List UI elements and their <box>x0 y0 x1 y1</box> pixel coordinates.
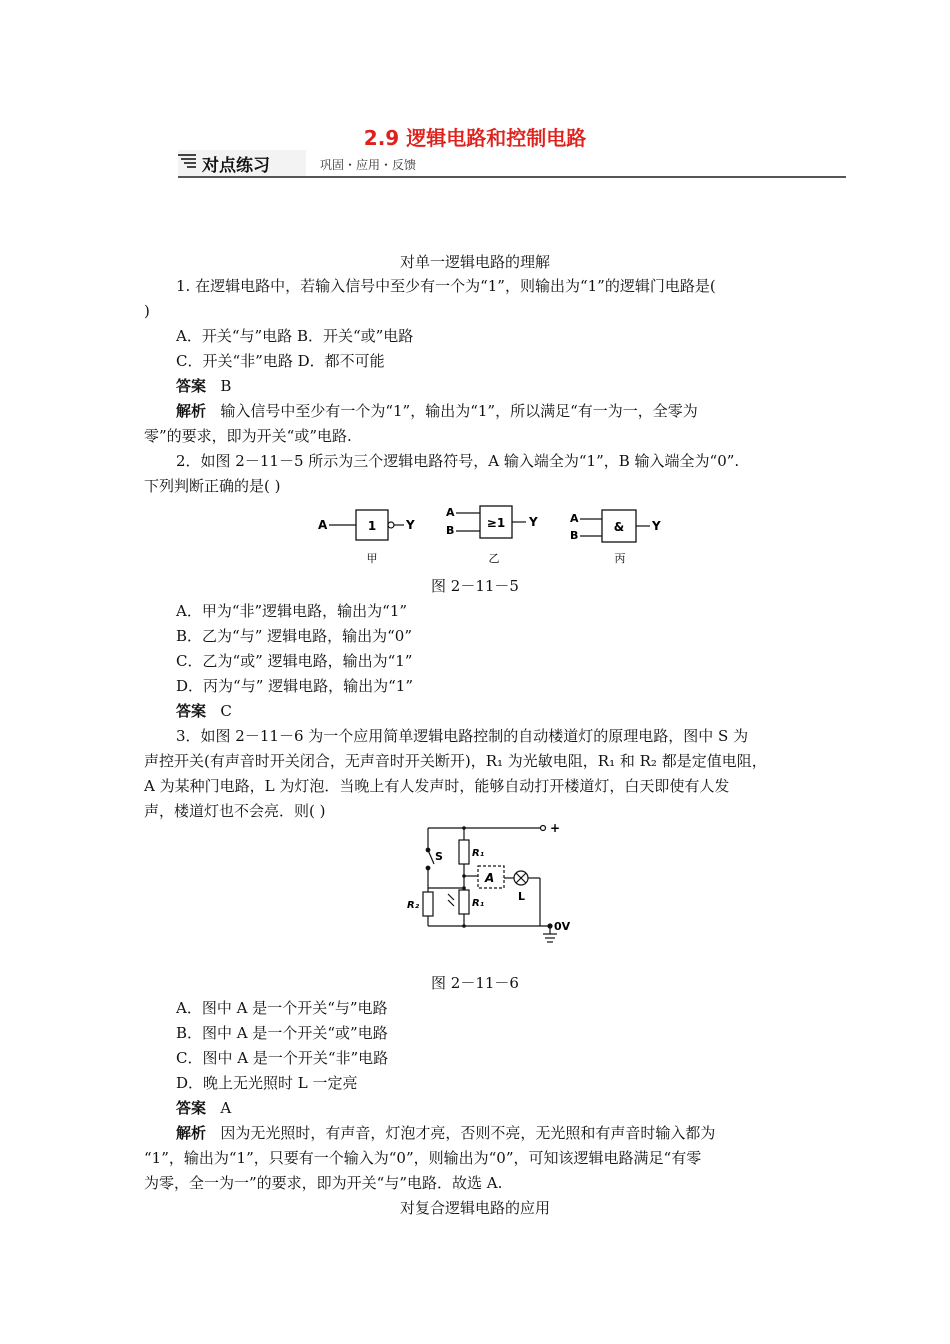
banner-stripes-icon <box>178 154 198 170</box>
q2-option-d: D．丙为“与” 逻辑电路，输出为“1” <box>176 677 414 695</box>
q3-option-c: C．图中 A 是一个开关“非”电路 <box>176 1049 389 1067</box>
gate-jia-inverter-bubble <box>388 522 394 528</box>
gate-bing-input-a: A <box>570 512 579 525</box>
q1-analysis-line2: 零”的要求，即为开关“或”电路. <box>144 427 352 445</box>
q2-stem-line1: 2．如图 2－11－5 所示为三个逻辑电路符号，A 输入端全为“1”，B 输入端全为“0”. <box>176 452 740 470</box>
circuit-gate-label: A <box>485 871 495 885</box>
gate-bing-input-b: B <box>570 529 579 542</box>
answer-label: 答案 <box>176 702 207 720</box>
figure-caption-2-11-6: 图 2－11－6 <box>431 974 519 992</box>
resistor-r1-top <box>459 840 469 864</box>
gate-jia <box>318 510 415 565</box>
q2-stem-line2: 下列判断正确的是( ) <box>144 477 281 495</box>
gate-bing-symbol: & <box>613 520 625 534</box>
q1-answer <box>176 376 231 396</box>
q3-stem-line1: 3．如图 2－11－6 为一个应用简单逻辑电路控制的自动楼道灯的原理电路，图中 S 为 <box>176 727 749 745</box>
q3-stem-line4: 声，楼道灯也不会亮．则( ) <box>144 802 326 820</box>
q2-answer <box>176 701 232 721</box>
analysis-text: 因为无光照时，有声音，灯泡才亮，否则不亮，无光照和有声音时输入都为 <box>220 1124 716 1142</box>
q3-stem-line2: 声控开关(有声音时开关闭合，无声音时开关断开)，R₁ 为光敏电阻，R₁ 和 R₂ 都是定值电阻， <box>144 752 767 770</box>
answer-value: C <box>220 702 232 720</box>
gate-yi-caption: 乙 <box>488 552 500 565</box>
q3-analysis-line1 <box>176 1123 715 1143</box>
q3-option-b: B．图中 A 是一个开关“或”电路 <box>176 1024 388 1042</box>
answer-value: B <box>220 377 232 395</box>
q2-option-c: C．乙为“或” 逻辑电路，输出为“1” <box>176 652 413 670</box>
analysis-label: 解析 <box>176 1124 207 1142</box>
gate-jia-symbol: 1 <box>367 519 377 533</box>
q3-option-a: A．图中 A 是一个开关“与”电路 <box>176 999 388 1017</box>
analysis-label: 解析 <box>176 402 207 420</box>
q3-stem-line3: A 为某种门电路，L 为灯泡．当晚上有人发声时，能够自动打开楼道灯，白天即使有人发 <box>144 777 730 795</box>
gate-jia-input: A <box>318 518 328 532</box>
q1-stem-line1: 1. 在逻辑电路中，若输入信号中至少有一个为“1”，则输出为“1”的逻辑门电路是( <box>176 277 716 295</box>
banner-subtitle: 巩固・应用・反馈 <box>320 158 417 172</box>
answer-value: A <box>220 1099 232 1117</box>
circuit-switch-label: S <box>435 850 443 863</box>
gate-bing <box>570 510 661 565</box>
q3-option-d: D．晚上无光照时 L 一定亮 <box>176 1074 358 1092</box>
gate-yi-output: Y <box>529 515 538 529</box>
gate-yi <box>446 506 538 565</box>
gate-yi-input-a: A <box>446 506 455 519</box>
gate-bing-output: Y <box>652 519 661 533</box>
circuit-diagram-figure <box>404 820 584 948</box>
q1-analysis-line1 <box>176 401 698 421</box>
circuit-ground-label: 0V <box>554 920 571 933</box>
circuit-r-photo-label: R₁ <box>472 898 485 909</box>
q1-options-line2: C．开关“非”电路 D．都不可能 <box>176 352 385 370</box>
gate-bing-caption: 丙 <box>614 552 626 565</box>
banner-divider <box>178 176 846 178</box>
resistor-r2 <box>423 892 433 916</box>
q3-answer <box>176 1098 231 1118</box>
circuit-r-top-label: R₁ <box>472 848 485 859</box>
photo-resistor <box>459 890 469 914</box>
page-title: 2.9 逻辑电路和控制电路 <box>363 126 587 150</box>
gate-jia-output: Y <box>406 518 415 532</box>
q3-analysis-line2: “1”，输出为“1”，只要有一个输入为“0”，则输出为“0”，可知该逻辑电路满足“有零 <box>144 1149 702 1167</box>
circuit-plus-label: + <box>550 821 561 835</box>
q1-options-line1: A．开关“与”电路 B．开关“或”电路 <box>176 327 414 345</box>
practice-banner <box>178 150 846 178</box>
gate-yi-input-b: B <box>446 524 455 537</box>
section-heading-1: 对单一逻辑电路的理解 <box>399 253 550 271</box>
q3-analysis-line3: 为零，全一为一”的要求，即为开关“与”电路．故选 A. <box>144 1174 503 1192</box>
figure-caption-2-11-5: 图 2－11－5 <box>431 577 519 595</box>
gate-yi-symbol: ≥1 <box>486 516 506 530</box>
q2-option-b: B．乙为“与” 逻辑电路，输出为“0” <box>176 627 413 645</box>
logic-gates-figure <box>316 500 676 570</box>
q2-option-a: A．甲为“非”逻辑电路，输出为“1” <box>176 602 408 620</box>
circuit-lamp-label: L <box>518 890 526 903</box>
banner-heading: 对点练习 <box>202 156 270 176</box>
circuit-r-left-label: R₂ <box>407 900 420 911</box>
q1-stem-line2: ) <box>144 302 150 320</box>
section-heading-2: 对复合逻辑电路的应用 <box>399 1199 550 1217</box>
answer-label: 答案 <box>176 377 207 395</box>
gate-jia-caption: 甲 <box>366 552 378 565</box>
analysis-text: 输入信号中至少有一个为“1”，输出为“1”，所以满足“有一为一，全零为 <box>220 402 698 420</box>
answer-label: 答案 <box>176 1099 207 1117</box>
